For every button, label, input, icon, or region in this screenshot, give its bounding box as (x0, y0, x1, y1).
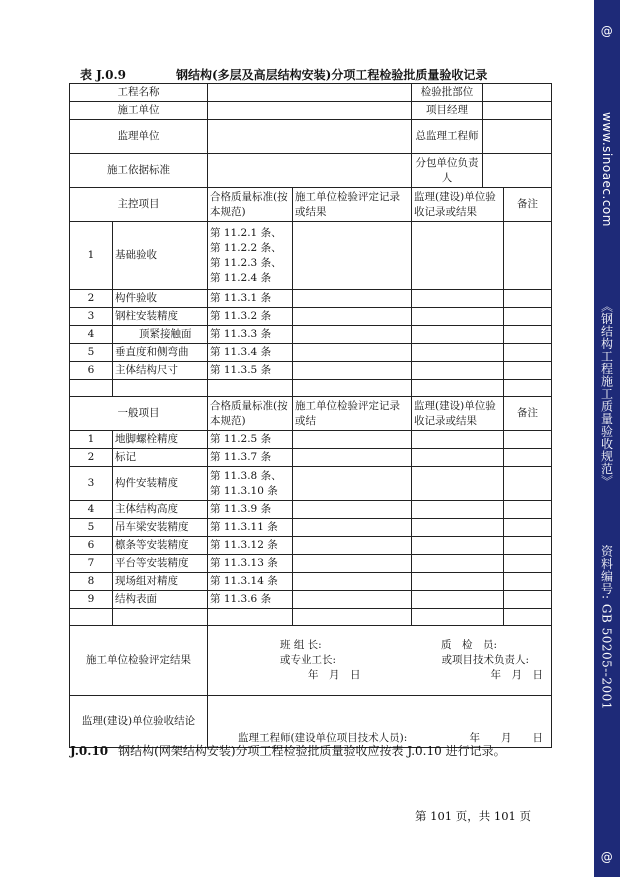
general-construction-record[interactable] (293, 449, 412, 467)
main-item-clause: 第 11.3.5 条 (208, 362, 293, 380)
label-project-name: 工程名称 (70, 84, 208, 102)
main-supervision-record[interactable] (412, 290, 504, 308)
general-item-clause: 第 11.2.5 条 (208, 431, 293, 449)
clause-text: 钢结构(网架结构安装)分项工程检验批质量验收应按表 J.0.10 进行记录。 (118, 744, 506, 758)
main-item-no: 4 (70, 326, 113, 344)
general-item-no: 4 (70, 501, 113, 519)
at-symbol-bottom: @ (600, 850, 614, 864)
general-row (70, 501, 552, 519)
construction-date-left: 年 月 日 (308, 669, 361, 681)
main-item-name: 垂直度和侧弯曲 (113, 344, 208, 362)
general-item-name: 吊车梁安装精度 (113, 519, 208, 537)
general-item-no: 2 (70, 449, 113, 467)
main-item-name: 构件验收 (113, 290, 208, 308)
general-remark[interactable] (504, 449, 552, 467)
main-row (70, 222, 552, 290)
value-basis-standard[interactable] (208, 154, 412, 188)
main-remark[interactable] (504, 222, 552, 290)
general-row (70, 591, 552, 609)
general-construction-record[interactable] (293, 573, 412, 591)
general-item-name: 平台等安装精度 (113, 555, 208, 573)
main-supervision-record[interactable] (412, 308, 504, 326)
general-item-no: 1 (70, 431, 113, 449)
general-item-no: 5 (70, 519, 113, 537)
general-supervision-record[interactable] (412, 501, 504, 519)
main-item-no: 3 (70, 308, 113, 326)
main-item-clause: 第 11.3.1 条 (208, 290, 293, 308)
general-item-name: 主体结构高度 (113, 501, 208, 519)
main-item-clause: 第 11.2.1 条、 第 11.2.2 条、 第 11.2.3 条、 第 11.2.4 条 (208, 222, 293, 290)
general-supervision-record[interactable] (412, 431, 504, 449)
main-construction-record[interactable] (293, 326, 412, 344)
general-remark[interactable] (504, 537, 552, 555)
general-item-clause: 第 11.3.8 条、 第 11.3.10 条 (208, 467, 293, 501)
construction-result-signatures[interactable] (208, 626, 552, 696)
general-row (70, 555, 552, 573)
general-item-clause: 第 11.3.7 条 (208, 449, 293, 467)
general-item-clause: 第 11.3.12 条 (208, 537, 293, 555)
general-item-name: 标记 (113, 449, 208, 467)
main-remark[interactable] (504, 362, 552, 380)
main-construction-record[interactable] (293, 290, 412, 308)
col-construction-record: 施工单位检验评定记录或结果 (293, 188, 412, 222)
at-symbol-top: @ (600, 24, 614, 38)
general-section-label: 一般项目 (70, 397, 208, 431)
value-supervision-unit[interactable] (208, 120, 412, 154)
main-item-name: 顶紧接触面 (113, 326, 208, 344)
main-supervision-record[interactable] (412, 326, 504, 344)
main-construction-record[interactable] (293, 344, 412, 362)
main-item-no: 2 (70, 290, 113, 308)
main-supervision-record[interactable] (412, 222, 504, 290)
main-item-name: 基础验收 (113, 222, 208, 290)
col-supervision-record: 监理(建设)单位验收记录或结果 (412, 188, 504, 222)
tech-lead-label: 或项目技术负责人: (441, 654, 530, 666)
general-item-clause: 第 11.3.13 条 (208, 555, 293, 573)
general-remark[interactable] (504, 573, 552, 591)
general-remark[interactable] (504, 555, 552, 573)
general-item-name: 檩条等安装精度 (113, 537, 208, 555)
general-supervision-record[interactable] (412, 591, 504, 609)
general-item-name: 现场组对精度 (113, 573, 208, 591)
general-row (70, 431, 552, 449)
label-project-manager: 项目经理 (412, 102, 483, 120)
general-supervision-record[interactable] (412, 537, 504, 555)
main-item-name: 主体结构尺寸 (113, 362, 208, 380)
value-project-name[interactable] (208, 84, 412, 102)
col-remark-general: 备注 (504, 397, 552, 431)
general-row (70, 573, 552, 591)
main-supervision-record[interactable] (412, 362, 504, 380)
general-items (70, 431, 552, 609)
general-remark[interactable] (504, 501, 552, 519)
main-blank-row (70, 380, 552, 397)
general-item-no: 8 (70, 573, 113, 591)
main-row (70, 290, 552, 308)
general-row (70, 467, 552, 501)
general-item-no: 7 (70, 555, 113, 573)
general-item-clause: 第 11.3.6 条 (208, 591, 293, 609)
value-subcontractor[interactable] (483, 154, 552, 188)
general-construction-record[interactable] (293, 519, 412, 537)
value-chief-engineer[interactable] (483, 120, 552, 154)
label-subcontractor: 分包单位负责人 (412, 154, 483, 188)
main-item-no: 1 (70, 222, 113, 290)
construction-result-label: 施工单位检验评定结果 (70, 626, 208, 696)
main-item-no: 6 (70, 362, 113, 380)
table-number: 表 J.0.9 (80, 68, 126, 82)
label-basis-standard: 施工依据标准 (70, 154, 208, 188)
main-item-clause: 第 11.3.2 条 (208, 308, 293, 326)
label-chief-engineer: 总监理工程师 (412, 120, 483, 154)
main-item-clause: 第 11.3.3 条 (208, 326, 293, 344)
col-supervision-record-general: 监理(建设)单位验收记录或结果 (412, 397, 504, 431)
supervision-signer-label: 监理工程师(建设单位项目技术人员): (238, 732, 408, 744)
document-code: 资料编号: GB 50205--2001 (599, 545, 614, 710)
general-supervision-record[interactable] (412, 467, 504, 501)
value-project-manager[interactable] (483, 102, 552, 120)
general-remark[interactable] (504, 431, 552, 449)
supervision-conclusion-label: 监理(建设)单位验收结论 (70, 696, 208, 748)
general-item-clause: 第 11.3.11 条 (208, 519, 293, 537)
value-construction-unit[interactable] (208, 102, 412, 120)
supervision-conclusion-signature[interactable] (208, 696, 552, 748)
table-name: 钢结构(多层及高层结构安装)分项工程检验批质量验收记录 (176, 68, 488, 82)
general-remark[interactable] (504, 519, 552, 537)
general-supervision-record[interactable] (412, 573, 504, 591)
general-supervision-record[interactable] (412, 519, 504, 537)
inspector-label: 质 检 员: (440, 639, 498, 651)
value-inspection-part[interactable] (483, 84, 552, 102)
general-construction-record[interactable] (293, 537, 412, 555)
main-items (70, 222, 552, 380)
main-section-label: 主控项目 (70, 188, 208, 222)
general-row (70, 519, 552, 537)
col-standard-general: 合格质量标准(按本规范) (208, 397, 293, 431)
general-construction-record[interactable] (293, 555, 412, 573)
general-construction-record[interactable] (293, 591, 412, 609)
general-supervision-record[interactable] (412, 449, 504, 467)
general-construction-record[interactable] (293, 467, 412, 501)
general-item-name: 地脚螺栓精度 (113, 431, 208, 449)
general-supervision-record[interactable] (412, 555, 504, 573)
main-remark[interactable] (504, 326, 552, 344)
general-item-no: 9 (70, 591, 113, 609)
team-leader-label: 班 组 长: (280, 639, 322, 651)
general-item-no: 6 (70, 537, 113, 555)
main-item-clause: 第 11.3.4 条 (208, 344, 293, 362)
label-construction-unit: 施工单位 (70, 102, 208, 120)
site-url[interactable]: www.sinoaec.com (600, 112, 614, 227)
general-row (70, 449, 552, 467)
general-remark[interactable] (504, 591, 552, 609)
main-row (70, 362, 552, 380)
foreman-label: 或专业工长: (280, 654, 337, 666)
main-row (70, 308, 552, 326)
general-item-clause: 第 11.3.14 条 (208, 573, 293, 591)
book-title: 《钢结构工程施工质量验收规范》 (599, 300, 614, 488)
general-item-name: 构件安装精度 (113, 467, 208, 501)
general-construction-record[interactable] (293, 431, 412, 449)
page-number: 第 101 页，共 101 页 (415, 809, 532, 823)
construction-date-right: 年 月 日 (490, 669, 544, 681)
main-row (70, 326, 552, 344)
main-remark[interactable] (504, 290, 552, 308)
side-banner (594, 0, 620, 877)
label-inspection-part: 检验批部位 (412, 84, 483, 102)
main-construction-record[interactable] (293, 362, 412, 380)
main-remark[interactable] (504, 344, 552, 362)
clause-note (70, 742, 550, 759)
col-construction-record-general: 施工单位检验评定记录或结 (293, 397, 412, 431)
general-row (70, 537, 552, 555)
col-standard: 合格质量标准(按本规范) (208, 188, 293, 222)
general-item-no: 3 (70, 467, 113, 501)
main-row (70, 344, 552, 362)
general-construction-record[interactable] (293, 501, 412, 519)
general-item-name: 结构表面 (113, 591, 208, 609)
main-item-name: 钢柱安装精度 (113, 308, 208, 326)
main-supervision-record[interactable] (412, 344, 504, 362)
main-construction-record[interactable] (293, 222, 412, 290)
col-remark: 备注 (504, 188, 552, 222)
inspection-record-table (69, 83, 552, 748)
supervision-date: 年 月 日 (469, 732, 544, 744)
general-item-clause: 第 11.3.9 条 (208, 501, 293, 519)
main-item-no: 5 (70, 344, 113, 362)
general-remark[interactable] (504, 467, 552, 501)
main-remark[interactable] (504, 308, 552, 326)
label-supervision-unit: 监理单位 (70, 120, 208, 154)
clause-number: J.0.10 (70, 744, 109, 758)
general-blank-row (70, 609, 552, 626)
main-construction-record[interactable] (293, 308, 412, 326)
